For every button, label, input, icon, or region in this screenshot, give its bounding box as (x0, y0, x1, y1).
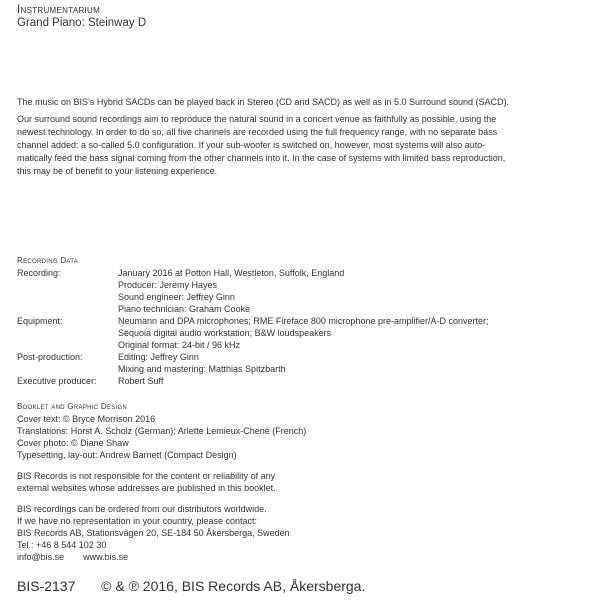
row-label: Recording: (17, 268, 61, 278)
recording-row (17, 267, 489, 315)
intro-paragraph-1 (17, 96, 509, 108)
row-value: Sound engineer: Jeffrey Ginn (118, 292, 235, 302)
row-value: Piano technician: Graham Cooke (118, 304, 251, 314)
credit-line: Cover photo: © Diane Shaw (17, 438, 129, 448)
row-label: Executive producer: (17, 376, 97, 386)
design-section (17, 401, 306, 461)
disclaimer (17, 470, 276, 494)
intro-paragraph-2 (17, 113, 505, 178)
credit-line: Cover text: © Bryce Morrison 2016 (17, 414, 156, 424)
page-title: Instrumentarium (17, 4, 101, 16)
paragraph-line: newest technology. In order to do so, all five channels are recorded using the full frequency range, with no separate bass (17, 127, 498, 137)
address-line: BIS Records AB, Stationsvägen 20, SE-184 50 Åkersberga, Sweden (17, 528, 290, 538)
footer (17, 578, 365, 594)
phone-line: Tel.: +46 8 544 102 30 (17, 540, 107, 550)
ordering-line: BIS recordings can be ordered from our distributors worldwide. (17, 504, 267, 514)
paragraph-text: The music on BIS’s Hybrid SACDs can be played back in Stereo (CD and SACD) as well as in 5.0 Surround sound (SACD). (17, 97, 510, 107)
copyright: © & ℗ 2016, BIS Records AB, Åkersberga. (101, 578, 366, 594)
credit-line: Translations: Horst A. Scholz (German); Arlette Lemieux-Chené (French) (17, 426, 307, 436)
credit-line: Typesetting, lay-out: Andrew Barnett (Compact Design) (17, 450, 237, 460)
post-production-row (17, 351, 489, 375)
section-heading: Recording Data (17, 256, 79, 265)
email-link[interactable]: info@bis.se (17, 552, 65, 562)
row-value: January 2016 at Potton Hall, Westleton, Suffolk, England (118, 268, 345, 278)
disclaimer-line: BIS Records is not responsible for the content or reliability of any (17, 471, 276, 481)
ordering-line: If we have no representation in your country, please contact: (17, 516, 257, 526)
paragraph-line: this may be of benefit to your listening experience. (17, 166, 218, 176)
catalog-number: BIS-2137 (17, 578, 76, 594)
row-label: Equipment: (17, 316, 63, 326)
subtitle: Grand Piano: Steinway D (17, 17, 147, 29)
paragraph-line: channel added: a so-called 5.0 configuration. If your sub-woofer is switched on, however, most systems will also auto- (17, 140, 486, 150)
row-label: Post-production: (17, 352, 83, 362)
recording-data-section (17, 255, 489, 387)
header (17, 4, 146, 30)
row-value: Original format: 24-bit / 96 kHz (118, 340, 241, 350)
row-value: Neumann and DPA microphones; RME Fireface 800 microphone pre-amplifier/A-D converter; (118, 316, 489, 326)
section-heading: Booklet and Graphic Design (17, 402, 128, 411)
paragraph-line: matically feed the bass signal coming from the other channels into it. In the case of systems with limited bass reproduction, (17, 153, 506, 163)
executive-producer-row (17, 375, 489, 387)
row-value: Producer: Jeremy Hayes (118, 280, 218, 290)
row-value: Robert Suff (118, 376, 164, 386)
row-value: Editing: Jeffrey Ginn (118, 352, 199, 362)
ordering-info (17, 503, 290, 563)
row-value: Mixing and mastering: Matthias Spitzbarth (118, 364, 286, 374)
equipment-row (17, 315, 489, 351)
disclaimer-line: external websites whose addresses are published in this booklet. (17, 483, 276, 493)
paragraph-line: Our surround sound recordings aim to reproduce the natural sound in a concert venue as faithfully as possible, using the (17, 114, 497, 124)
website-link[interactable]: www.bis.se (83, 552, 129, 562)
row-value: Sequoia digital audio workstation; B&W loudspeakers (118, 328, 332, 338)
